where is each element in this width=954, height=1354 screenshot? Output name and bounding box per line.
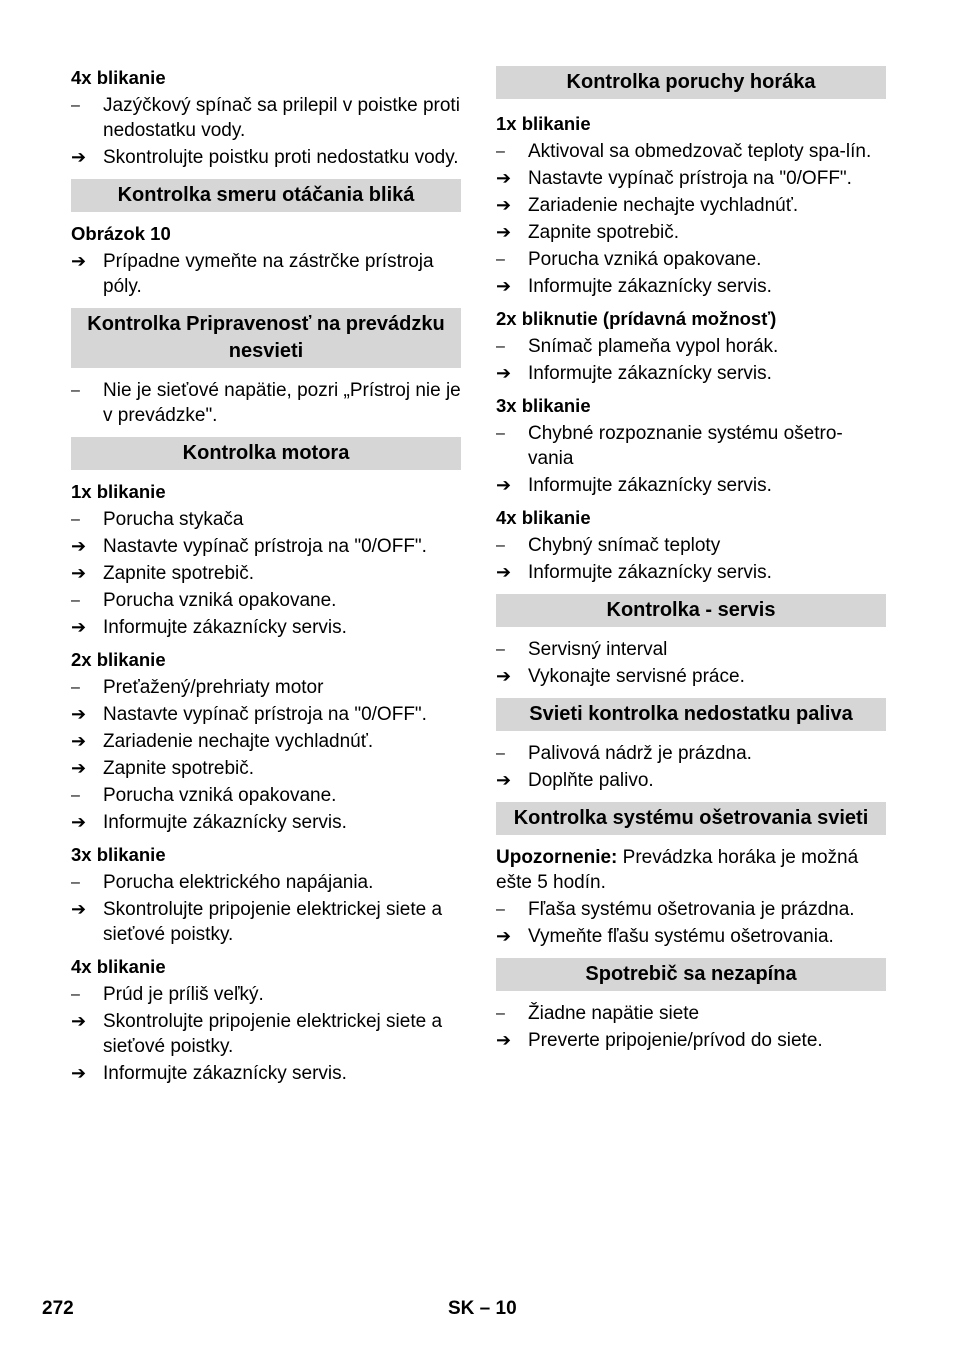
arrow-icon: ➔ — [496, 475, 512, 495]
section-heading: Kontrolka motora — [71, 437, 461, 470]
item-text: Informujte zákaznícky servis. — [528, 475, 772, 496]
action-step — [71, 1009, 461, 1059]
dash-icon: – — [71, 511, 80, 528]
note-text: Prevádzka horáka je možná ešte 5 hodín. — [496, 847, 859, 893]
section-heading: Kontrolka Pripravenosť na prevádzku nesvieti — [71, 308, 461, 368]
item-text: Porucha elektrického napájania. — [103, 872, 374, 893]
cause-item — [71, 982, 461, 1007]
action-step — [71, 145, 461, 170]
cause-item — [71, 675, 461, 700]
item-text: Aktivoval sa obmedzovač teploty spa-lín. — [528, 141, 872, 162]
cause-item — [496, 139, 886, 164]
cause-item — [71, 870, 461, 895]
action-step — [71, 897, 461, 947]
item-text: Palivová nádrž je prázdna. — [528, 743, 752, 764]
subheading: 2x blikanie — [71, 649, 166, 670]
item-text: Prípadne vymeňte na zástrčke prístroja póly. — [103, 251, 434, 297]
item-text: Skontrolujte pripojenie elektrickej siete a sieťové poistky. — [103, 1011, 443, 1057]
dash-icon: – — [496, 143, 505, 160]
item-text: Zapnite spotrebič. — [528, 222, 680, 243]
item-text: Preťažený/prehriaty motor — [103, 677, 324, 698]
section-heading: Kontrolka - servis — [496, 594, 886, 627]
item-text: Vykonajte servisné práce. — [528, 666, 745, 687]
item-text: Snímač plameňa vypol horák. — [528, 336, 779, 357]
section-heading: Svieti kontrolka nedostatku paliva — [496, 698, 886, 731]
subheading: 4x blikanie — [496, 507, 591, 528]
action-step — [496, 361, 886, 386]
cause-item — [71, 93, 461, 143]
arrow-icon: ➔ — [71, 536, 87, 556]
action-step — [496, 768, 886, 793]
cause-item — [496, 247, 886, 272]
action-step — [71, 534, 461, 559]
section-heading: Kontrolka systému ošetrovania svieti — [496, 802, 886, 835]
arrow-icon: ➔ — [496, 276, 512, 296]
subheading: 4x blikanie — [71, 956, 166, 977]
action-step — [496, 274, 886, 299]
item-text: Servisný interval — [528, 639, 668, 660]
cause-item — [496, 637, 886, 662]
item-text: Fľaša systému ošetrovania je prázdna. — [528, 899, 855, 920]
page-number: 272 — [42, 1298, 74, 1319]
action-step — [71, 249, 461, 299]
action-step — [496, 924, 886, 949]
subheading: 3x blikanie — [71, 844, 166, 865]
section-heading: Kontrolka smeru otáčania bliká — [71, 179, 461, 212]
subheading: 1x blikanie — [71, 481, 166, 502]
right-column — [496, 66, 886, 1055]
item-text: Informujte zákaznícky servis. — [103, 812, 347, 833]
item-text: Chybné rozpoznanie systému ošetro-vania — [528, 423, 843, 469]
action-step — [71, 810, 461, 835]
cause-item — [496, 1001, 886, 1026]
arrow-icon: ➔ — [71, 563, 87, 583]
action-step — [496, 560, 886, 585]
arrow-icon: ➔ — [496, 666, 512, 686]
item-text: Chybný snímač teploty — [528, 535, 721, 556]
item-text: Vymeňte fľašu systému ošetrovania. — [528, 926, 834, 947]
item-text: Porucha vzniká opakovane. — [528, 249, 762, 270]
item-text: Skontrolujte pripojenie elektrickej siete a sieťové poistky. — [103, 899, 443, 945]
dash-icon: – — [71, 787, 80, 804]
arrow-icon: ➔ — [71, 1011, 87, 1031]
item-text: Porucha stykača — [103, 509, 244, 530]
item-text: Nastavte vypínač prístroja na "0/OFF". — [528, 168, 852, 189]
item-text: Informujte zákaznícky servis. — [528, 562, 772, 583]
action-step — [496, 220, 886, 245]
action-step — [71, 561, 461, 586]
item-text: Informujte zákaznícky servis. — [528, 363, 772, 384]
note-paragraph — [496, 845, 886, 895]
subheading: 1x blikanie — [496, 113, 591, 134]
cause-item — [71, 783, 461, 808]
subheading: 2x bliknutie (prídavná možnosť) — [496, 308, 777, 329]
dash-icon: – — [71, 679, 80, 696]
dash-icon: – — [71, 874, 80, 891]
action-step — [71, 615, 461, 640]
section-label: SK – 10 — [448, 1298, 517, 1319]
arrow-icon: ➔ — [71, 758, 87, 778]
dash-icon: – — [496, 537, 505, 554]
action-step — [496, 664, 886, 689]
item-text: Zariadenie nechajte vychladnúť. — [103, 731, 374, 752]
item-text: Zariadenie nechajte vychladnúť. — [528, 195, 799, 216]
cause-item — [496, 897, 886, 922]
arrow-icon: ➔ — [71, 731, 87, 751]
item-text: Informujte zákaznícky servis. — [103, 1063, 347, 1084]
cause-item — [71, 378, 461, 428]
cause-item — [496, 334, 886, 359]
cause-item — [496, 533, 886, 558]
dash-icon: – — [496, 641, 505, 658]
arrow-icon: ➔ — [496, 1030, 512, 1050]
item-text: Jazýčkový spínač sa prilepil v poistke proti nedostatku vody. — [103, 95, 460, 141]
arrow-icon: ➔ — [496, 363, 512, 383]
dash-icon: – — [71, 986, 80, 1003]
action-step — [496, 193, 886, 218]
dash-icon: – — [496, 425, 505, 442]
arrow-icon: ➔ — [71, 617, 87, 637]
section-heading: Kontrolka poruchy horáka — [496, 66, 886, 99]
cause-item — [496, 421, 886, 471]
action-step — [71, 729, 461, 754]
item-text: Skontrolujte poistku proti nedostatku vody. — [103, 147, 459, 168]
item-text: Nastavte vypínač prístroja na "0/OFF". — [103, 704, 427, 725]
dash-icon: – — [496, 338, 505, 355]
item-text: Informujte zákaznícky servis. — [103, 617, 347, 638]
item-text: Doplňte palivo. — [528, 770, 654, 791]
arrow-icon: ➔ — [496, 770, 512, 790]
arrow-icon: ➔ — [71, 1063, 87, 1083]
left-column — [71, 66, 461, 1088]
subheading: 3x blikanie — [496, 395, 591, 416]
arrow-icon: ➔ — [496, 562, 512, 582]
action-step — [496, 166, 886, 191]
arrow-icon: ➔ — [71, 812, 87, 832]
dash-icon: – — [496, 1005, 505, 1022]
subheading: Obrázok 10 — [71, 223, 171, 244]
item-text: Porucha vzniká opakovane. — [103, 785, 337, 806]
action-step — [496, 1028, 886, 1053]
item-text: Preverte pripojenie/prívod do siete. — [528, 1030, 823, 1051]
subheading: 4x blikanie — [71, 67, 166, 88]
item-text: Žiadne napätie siete — [528, 1003, 700, 1024]
dash-icon: – — [71, 97, 80, 114]
action-step — [71, 756, 461, 781]
item-text: Nastavte vypínač prístroja na "0/OFF". — [103, 536, 427, 557]
item-text: Porucha vzniká opakovane. — [103, 590, 337, 611]
arrow-icon: ➔ — [496, 168, 512, 188]
action-step — [496, 473, 886, 498]
dash-icon: – — [496, 251, 505, 268]
cause-item — [71, 507, 461, 532]
item-text: Prúd je príliš veľký. — [103, 984, 264, 1005]
cause-item — [71, 588, 461, 613]
dash-icon: – — [496, 745, 505, 762]
arrow-icon: ➔ — [496, 195, 512, 215]
dash-icon: – — [71, 382, 80, 399]
dash-icon: – — [496, 901, 505, 918]
action-step — [71, 1061, 461, 1086]
item-text: Zapnite spotrebič. — [103, 563, 255, 584]
arrow-icon: ➔ — [496, 926, 512, 946]
cause-item — [496, 741, 886, 766]
arrow-icon: ➔ — [71, 251, 87, 271]
item-text: Zapnite spotrebič. — [103, 758, 255, 779]
action-step — [71, 702, 461, 727]
note-label: Upozornenie: — [496, 847, 618, 868]
arrow-icon: ➔ — [71, 899, 87, 919]
arrow-icon: ➔ — [71, 704, 87, 724]
item-text: Informujte zákaznícky servis. — [528, 276, 772, 297]
arrow-icon: ➔ — [496, 222, 512, 242]
dash-icon: – — [71, 592, 80, 609]
arrow-icon: ➔ — [71, 147, 87, 167]
item-text: Nie je sieťové napätie, pozri „Prístroj nie je v prevádzke". — [103, 380, 461, 426]
section-heading: Spotrebič sa nezapína — [496, 958, 886, 991]
